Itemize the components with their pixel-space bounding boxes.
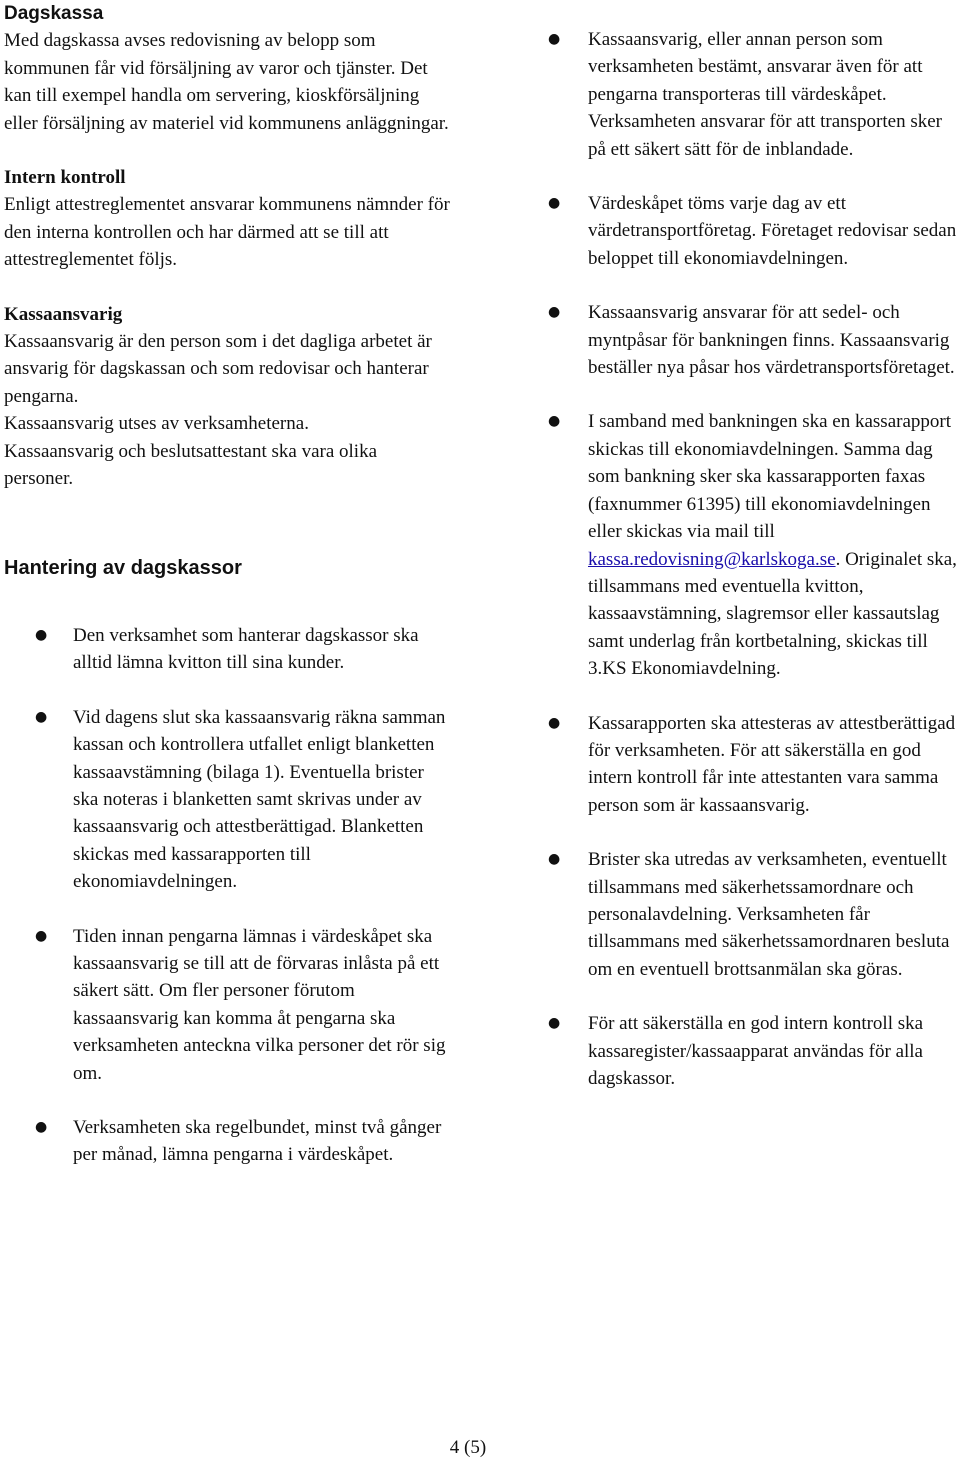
- list-item-text: Värdeskåpet töms varje dag av ett värdetransportföretag. Företaget redovisar sedan beloppet till ekonomiavdelningen.: [588, 193, 957, 269]
- right-column: [540, 26, 960, 1092]
- paragraph-kassaansvarig-2: Kassaansvarig utses av verksamheterna.: [4, 413, 309, 435]
- list-item-text: Den verksamhet som hanterar dagskassor ska alltid lämna kvitton till sina kunder.: [73, 624, 419, 674]
- list-item: [540, 846, 960, 983]
- list-item-text: Tiden innan pengarna lämnas i värdeskåpet ska kassaansvarig se till att de förvaras inlåsta på ett säkert sätt. Om fler personer förutom kassaansvarig kan komma åt pengarna ska verksamheten anteckna vilka personer det rör sig om.: [73, 925, 446, 1084]
- list-item-text-bankning-2: . Originalet ska, tillsammans med eventuella kvitton, kassaavstämning, slagremsor eller kassautslag samt underlag från kortbetalning, skickas till: [588, 548, 957, 652]
- list-item: [540, 190, 960, 272]
- list-item: [4, 622, 450, 677]
- paragraph-kassaansvarig-1: Kassaansvarig är den person som i det dagliga arbetet är ansvarig för dagskassan och som redovisar och hanterar pengarna.: [4, 331, 432, 407]
- bullet-icon: ●: [548, 714, 561, 731]
- section-kassaansvarig: [4, 301, 450, 493]
- bullet-icon: ●: [548, 1015, 561, 1032]
- list-item-text: Kassaansvarig, eller annan person som verksamheten bestämt, ansvarar även för att pengarna transporteras till värdeskåpet. Verksamheten ansvarar för att transporten sker på ett säkert sätt för de inblandade.: [588, 29, 942, 160]
- bullet-icon: ●: [548, 195, 561, 212]
- bullet-icon: ●: [35, 626, 48, 643]
- list-item-text-bankning-3: 3.KS Ekonomiavdelning.: [588, 658, 781, 680]
- list-item-text: Kassaansvarig ansvarar för att sedel- och myntpåsar för bankningen finns. Kassaansvarig beställer nya påsar hos värdetransportsföretaget.: [588, 302, 955, 379]
- list-item: [4, 704, 450, 896]
- heading-hantering: Hantering av dagskassor: [4, 556, 242, 579]
- section-dagskassa: [4, 0, 450, 137]
- bullet-icon: ●: [35, 927, 48, 944]
- left-bullet-list: [4, 622, 450, 1169]
- bullet-icon: ●: [35, 708, 48, 725]
- list-item-text: Kassarapporten ska attesteras av attestberättigad för verksamheten. För att säkerställa en god intern kontroll får inte attestanten vara samma person som är kassaansvarig.: [588, 712, 956, 816]
- page-number: 4 (5): [449, 1437, 487, 1458]
- paragraph-dagskassa: Med dagskassa avses redovisning av belopp som kommunen får vid försäljning av varor och tjänster. Det kan till exempel handla om servering, kioskförsäljning eller försäljning av materiel vid kommunens anläggningar.: [4, 30, 449, 134]
- list-item-text-bankning-1: I samband med bankningen ska en kassarapport skickas till ekonomiavdelningen. Samma dag som bankning sker ska kassarapporten faxas (faxnummer 61395) till ekonomiavdelningen eller skickas via mail till: [588, 411, 952, 543]
- list-item: [540, 26, 960, 163]
- list-item: [4, 1114, 450, 1169]
- list-item-text: För att säkerställa en god intern kontroll ska kassaregister/kassaapparat användas för alla dagskassor.: [588, 1013, 924, 1089]
- paragraph-intern-kontroll: Enligt attestreglementet ansvarar kommunens nämnder för den interna kontrollen och har därmed att se till att attestreglementet följs.: [4, 194, 450, 271]
- list-item: [540, 299, 960, 381]
- bullet-icon: ●: [548, 31, 561, 47]
- right-bullet-list: [540, 26, 960, 1092]
- email-link[interactable]: kassa.redovisning@karlskoga.se: [588, 548, 836, 570]
- section-intern-kontroll: [4, 164, 450, 274]
- bullet-icon: ●: [35, 1119, 48, 1135]
- list-item: [540, 1010, 960, 1092]
- list-item-text: Vid dagens slut ska kassaansvarig räkna samman kassan och kontrollera utfallet enligt blanketten kassaavstämning (bilaga 1). Eventuella brister ska noteras i blanketten samt skrivas under av kassaansvarig och attestberättigad. Blanketten skickas med kassarapporten till ekonomiavdelningen.: [73, 706, 446, 893]
- section-title-intern-kontroll: Intern kontroll: [4, 167, 126, 189]
- section-title-dagskassa: Dagskassa: [4, 3, 104, 24]
- list-item: [540, 710, 960, 820]
- list-item-text: Brister ska utredas av verksamheten, eventuellt tillsammans med säkerhetssamordnare och personalavdelning. Verksamheten får tillsammans med säkerhetssamordnaren besluta om en eventuell brottsanmälan ska göras.: [588, 849, 950, 980]
- list-item-text: Verksamheten ska regelbundet, minst två gånger per månad, lämna pengarna i värdeskåpet.: [73, 1117, 442, 1166]
- paragraph-kassaansvarig-3: Kassaansvarig och beslutsattestant ska vara olika personer.: [4, 440, 378, 490]
- bullet-icon: ●: [548, 851, 561, 868]
- bullet-icon: ●: [548, 413, 561, 430]
- bullet-icon: ●: [548, 304, 561, 321]
- list-item: [540, 408, 960, 682]
- list-item: [4, 923, 450, 1087]
- section-title-kassaansvarig: Kassaansvarig: [4, 303, 123, 325]
- left-column: [4, 0, 450, 1169]
